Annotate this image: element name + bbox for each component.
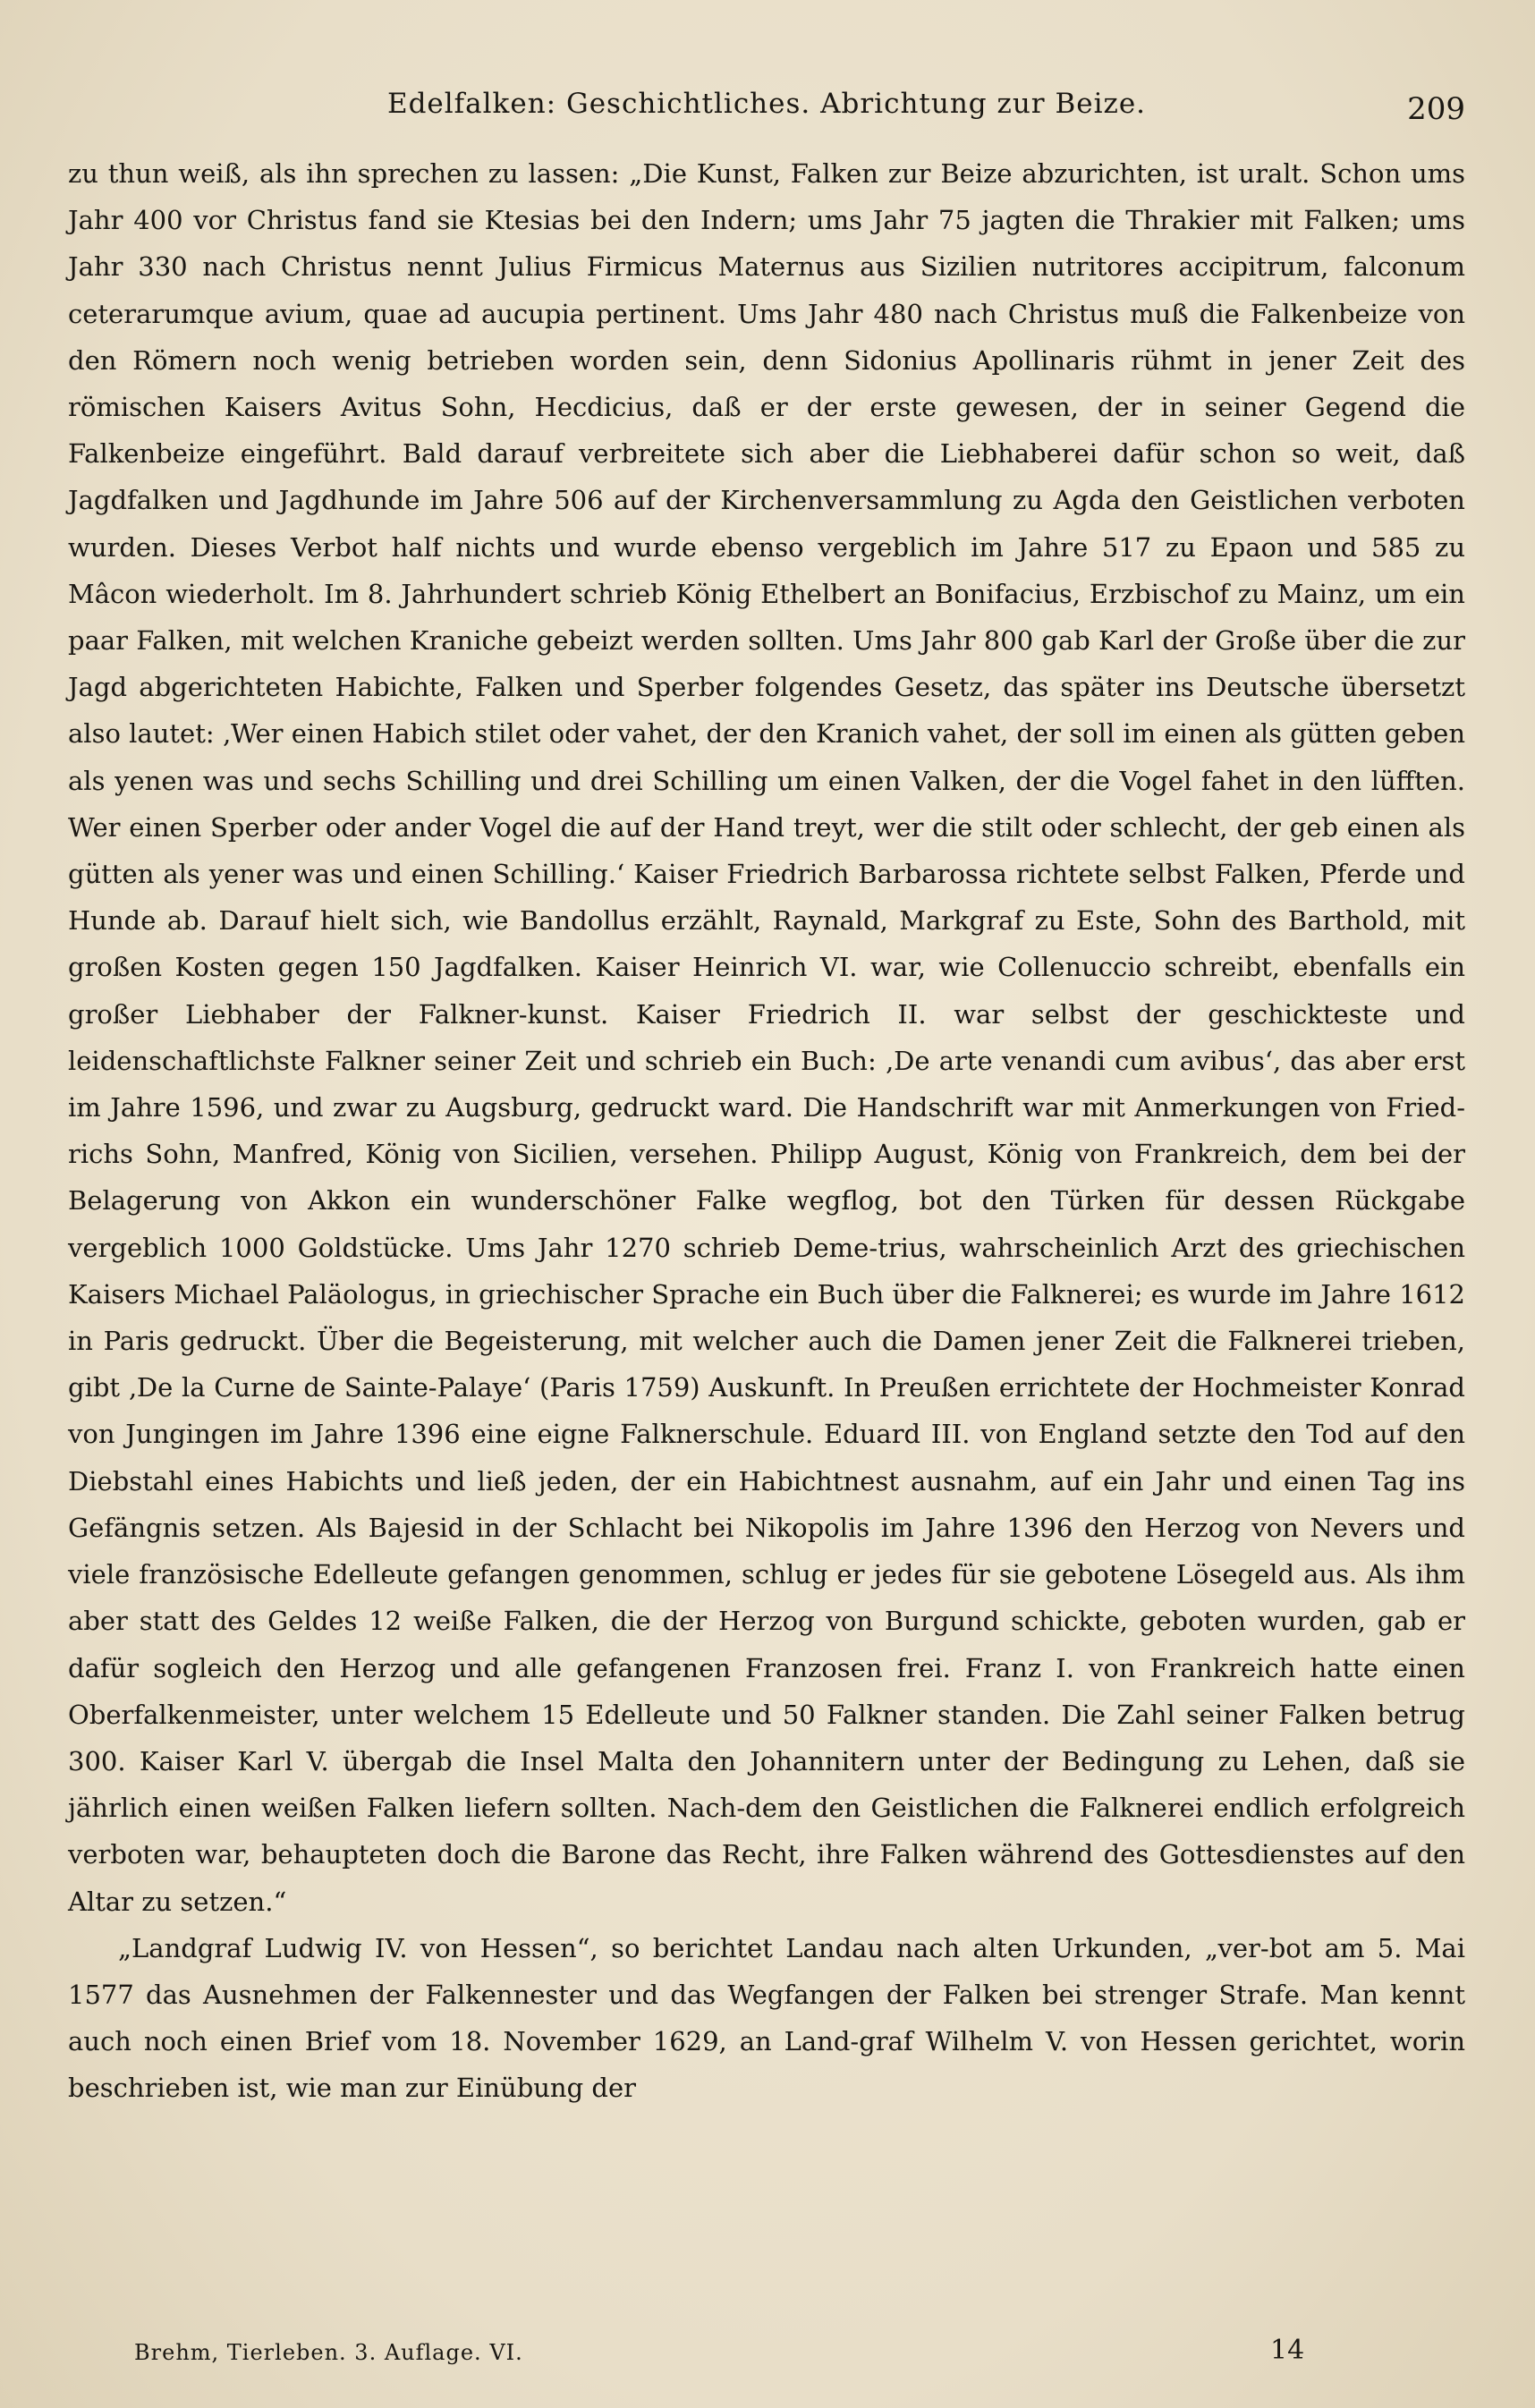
body-paragraph: „Landgraf Ludwig IV. von Hessen“, so berichtet Landau nach alten Urkunden, „ver-bot am 5. Mai 1577 das Ausnehmen der Falkennester und das Wegfangen der Falken bei strenger Strafe. Man kennt auch noch einen Brief vom 18. November 1629, an Land-graf Wilhelm V. von Hessen gerichtet, worin beschrieben ist, wie man zur Einübung der <box>68 1932 1465 2104</box>
running-title: Edelfalken: Geschichtliches. Abrichtung zur Beize. <box>386 88 1147 120</box>
book-page <box>68 82 1465 2112</box>
page-number: 209 <box>1407 91 1465 127</box>
sheet-number: 14 <box>1270 2335 1305 2366</box>
footer-signature: Brehm, Tierleben. 3. Auflage. VI. <box>134 2340 523 2365</box>
running-head <box>68 82 1465 132</box>
page-footer <box>68 2335 1465 2379</box>
body-paragraph: zu thun weiß, als ihn sprechen zu lassen: „Die Kunst, Falken zur Beize abzurichten, ist uralt. Schon ums Jahr 400 vor Christus fand sie Ktesias bei den Indern; ums Jahr 75 jagten die Thrakier mit Falken; ums Jahr 330 nach Christus nennt Julius Firmicus Maternus aus Sizilien nutritores accipitrum, falconum ceterarumque avium, quae ad aucupia pertinent. Ums Jahr 480 nach Christus muß die Falkenbeize von den Römern noch wenig betrieben worden sein, denn Sidonius Apollinaris rühmt in jener Zeit des römischen Kaisers Avitus Sohn, Hecdicius, daß er der erste gewesen, der in seiner Gegend die Falkenbeize eingeführt. Bald darauf verbreitete sich aber die Liebhaberei dafür schon so weit, daß Jagdfalken und Jagdhunde im Jahre 506 auf der Kirchenversammlung zu Agda den Geistlichen verboten wurden. Dieses Verbot half nichts und wurde ebenso vergeblich im Jahre 517 zu Epaon und 585 zu Mâcon wiederholt. Im 8. Jahrhundert schrieb König Ethelbert an Bonifacius, Erzbischof zu Mainz, um ein paar Falken, mit welchen Kraniche gebeizt werden sollten. Ums Jahr 800 gab Karl der Große über die zur Jagd abgerichteten Habichte, Falken und Sperber folgendes Gesetz, das später ins Deutsche übersetzt also lautet: ‚Wer einen Habich stilet oder vahet, der den Kranich vahet, der soll im einen als gütten geben als yenen was und sechs Schilling und drei Schilling um einen Valken, der die Vogel fahet in den lüfften. Wer einen Sperber oder ander Vogel die auf der Hand treyt, wer die stilt oder schlecht, der geb einen als gütten als yener was und einen Schilling.‘ Kaiser Friedrich Barbarossa richtete selbst Falken, Pferde und Hunde ab. Darauf hielt sich, wie Bandollus erzählt, Raynald, Markgraf zu Este, Sohn des Barthold, mit großen Kosten gegen 150 Jagdfalken. Kaiser Heinrich VI. war, wie Collenuccio schreibt, ebenfalls ein großer Liebhaber der Falkner-kunst. Kaiser Friedrich II. war selbst der geschickteste und leidenschaftlichste Falkner seiner Zeit und schrieb ein Buch: ‚De arte venandi cum avibus‘, das aber erst im Jahre 1596, und zwar zu Augsburg, gedruckt ward. Die Handschrift war mit Anmerkungen von Fried-richs Sohn, Manfred, König von Sicilien, versehen. Philipp August, König von Frankreich, dem bei der Belagerung von Akkon ein wunderschöner Falke wegflog, bot den Türken für dessen Rückgabe vergeblich 1000 Goldstücke. Ums Jahr 1270 schrieb Deme-trius, wahrscheinlich Arzt des griechischen Kaisers Michael Paläologus, in griechischer Sprache ein Buch über die Falknerei; es wurde im Jahre 1612 in Paris gedruckt. Über die Begeisterung, mit welcher auch die Damen jener Zeit die Falknerei trieben, gibt ‚De la Curne de Sainte-Palaye‘ (Paris 1759) Auskunft. In Preußen errichtete der Hochmeister Konrad von Jungingen im Jahre 1396 eine eigne Falknerschule. Eduard III. von England setzte den Tod auf den Diebstahl eines Habichts und ließ jeden, der ein Habichtnest ausnahm, auf ein Jahr und einen Tag ins Gefängnis setzen. Als Bajesid in der Schlacht bei Nikopolis im Jahre 1396 den Herzog von Nevers und viele französische Edelleute gefangen genommen, schlug er jedes für sie gebotene Lösegeld aus. Als ihm aber statt des Geldes 12 weiße Falken, die der Herzog von Burgund schickte, geboten wurden, gab er dafür sogleich den Herzog und alle gefangenen Franzosen frei. Franz I. von Frankreich hatte einen Oberfalkenmeister, unter welchem 15 Edelleute und 50 Falkner standen. Die Zahl seiner Falken betrug 300. Kaiser Karl V. übergab die Insel Malta den Johannitern unter der Bedingung zu Lehen, daß sie jährlich einen weißen Falken liefern sollten. Nach-dem den Geistlichen die Falknerei endlich erfolgreich verboten war, behaupteten doch die Barone das Recht, ihre Falken während des Gottesdienstes auf den Altar zu setzen.“ <box>68 158 1465 1917</box>
